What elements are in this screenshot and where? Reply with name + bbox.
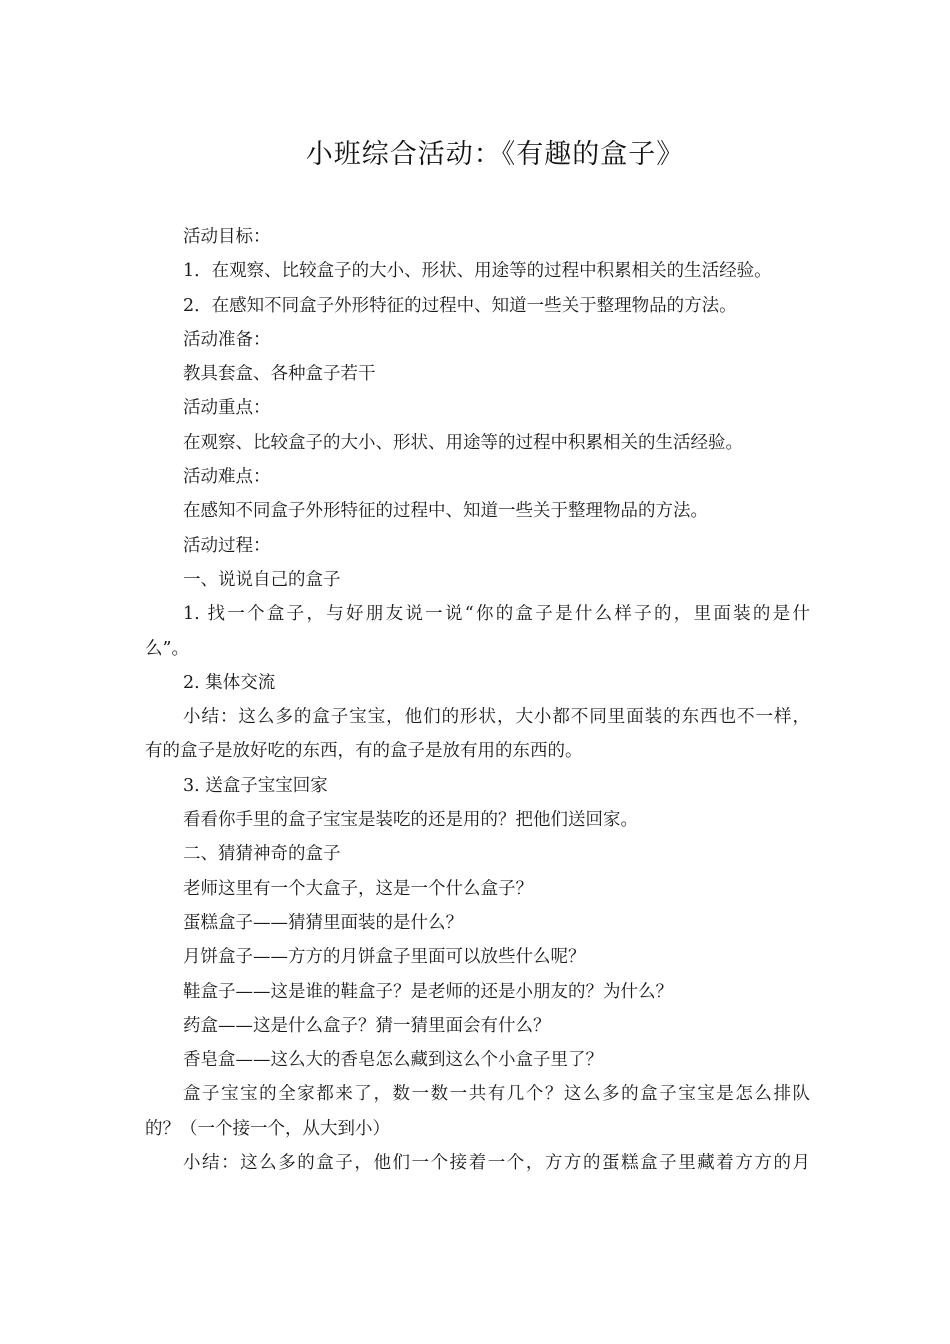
- text-line: 有的盒子是放好吃的东西，有的盒子是放有用的东西的。: [145, 741, 583, 762]
- text-line: 活动目标：: [183, 227, 271, 247]
- text-line: 老师这里有一个大盒子，这是一个什么盒子？: [183, 878, 533, 899]
- document-body: [145, 220, 810, 1180]
- text-line: 么”。: [145, 638, 189, 659]
- text-line: 3. 送盒子宝宝回家: [183, 775, 328, 796]
- text-line: 活动难点：: [183, 467, 271, 488]
- text-line: 小结：这么多的盒子宝宝，他们的形状，大小都不同里面装的东西也不一样，: [183, 707, 810, 728]
- document-title: 小班综合活动：《有趣的盒子》: [305, 139, 685, 170]
- text-line: 活动准备：: [183, 329, 271, 350]
- text-line: 1. 找一个盒子，与好朋友说一说“你的盒子是什么样子的，里面装的是什: [183, 604, 810, 625]
- text-line: 在感知不同盒子外形特征的过程中、知道一些关于整理物品的方法。: [183, 501, 708, 522]
- text-line: 蛋糕盒子——猜猜里面装的是什么？: [183, 912, 463, 933]
- text-line: 月饼盒子——方方的月饼盒子里面可以放些什么呢？: [183, 947, 586, 968]
- text-line: 2．在感知不同盒子外形特征的过程中、知道一些关于整理物品的方法。: [183, 295, 737, 316]
- text-line: 的？（一个接一个，从大到小）: [145, 1118, 390, 1139]
- text-line: 活动过程：: [183, 535, 271, 556]
- text-line: 小结：这么多的盒子，他们一个接着一个，方方的蛋糕盒子里藏着方方的月: [183, 1153, 810, 1174]
- text-line: 一、说说自己的盒子: [183, 569, 341, 590]
- text-line: 香皂盒——这么大的香皂怎么藏到这么个小盒子里了？: [183, 1050, 603, 1071]
- text-line: 二、猜猜神奇的盒子: [183, 844, 341, 865]
- text-line: 1．在观察、比较盒子的大小、形状、用途等的过程中积累相关的生活经验。: [183, 261, 772, 282]
- text-line: 鞋盒子——这是谁的鞋盒子？是老师的还是小朋友的？为什么？: [183, 981, 673, 1002]
- text-line: 盒子宝宝的全家都来了，数一数一共有几个？这么多的盒子宝宝是怎么排队: [183, 1084, 810, 1105]
- text-line: 2. 集体交流: [183, 672, 276, 693]
- text-line: 教具套盒、各种盒子若干: [183, 364, 376, 385]
- text-line: 药盒——这是什么盒子？猜一猜里面会有什么？: [183, 1015, 551, 1036]
- text-line: 活动重点：: [183, 398, 271, 419]
- text-line: 在观察、比较盒子的大小、形状、用途等的过程中积累相关的生活经验。: [183, 432, 743, 453]
- text-line: 看看你手里的盒子宝宝是装吃的还是用的？把他们送回家。: [183, 810, 638, 831]
